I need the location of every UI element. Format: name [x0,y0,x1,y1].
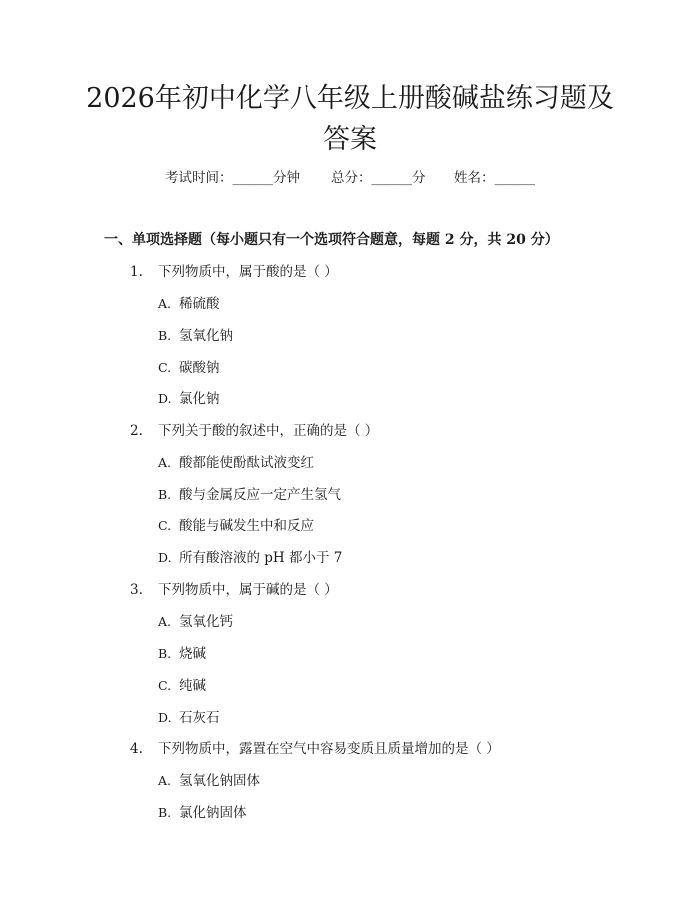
question-item [130,739,500,759]
question-number: 2. [130,423,143,439]
exam-time: 考试时间：______分钟 [165,170,300,186]
section-heading: 一、单项选择题（每小题只有一个选项符合题意，每题 2 分，共 20 分） [104,232,559,248]
option-text: 氯化钠 [179,391,220,407]
option-text: 烧碱 [179,646,206,662]
option-letter: B. [158,805,172,820]
question-item [130,262,338,282]
option-text: 酸能与碱发生中和反应 [179,518,314,534]
question-number: 3. [130,582,143,598]
option-letter: C. [158,360,172,375]
total-score: 总分：______分 [331,170,426,186]
option-letter: A. [158,614,172,629]
student-name: 姓名：______ [454,170,535,186]
question-item [130,421,378,441]
option-item [158,358,220,378]
option-letter: D. [158,550,172,565]
question-number: 4. [130,741,143,757]
option-item [158,294,220,314]
option-letter: D. [158,391,172,406]
option-text: 所有酸溶液的 pH 都小于 7 [179,550,343,566]
option-item [158,803,247,823]
option-letter: D. [158,710,172,725]
title-line-1: 2026年初中化学八年级上册酸碱盐练习题及 [86,83,614,114]
option-letter: B. [158,487,172,502]
question-number: 1. [130,264,143,280]
option-item [158,453,314,473]
option-item [158,612,233,632]
option-item [158,771,260,791]
option-text: 石灰石 [179,710,220,726]
option-text: 氢氧化钠固体 [179,773,260,789]
question-text: 下列物质中，属于碱的是（ ） [158,582,338,598]
option-letter: A. [158,455,172,470]
option-letter: B. [158,646,172,661]
option-item [158,389,220,409]
option-letter: C. [158,518,172,533]
option-item [158,708,220,728]
option-item [158,548,342,568]
option-text: 碳酸钠 [179,360,220,376]
title-line-2: 答案 [323,124,377,155]
option-letter: A. [158,773,172,788]
question-text: 下列关于酸的叙述中，正确的是（ ） [158,423,379,439]
question-text: 下列物质中，露置在空气中容易变质且质量增加的是（ ） [158,741,500,757]
option-text: 酸与金属反应一定产生氢气 [179,487,341,503]
question-text: 下列物质中，属于酸的是（ ） [158,264,338,280]
option-letter: B. [158,328,172,343]
option-item [158,326,233,346]
option-letter: C. [158,678,172,693]
option-text: 氯化钠固体 [179,805,247,821]
option-item [158,644,206,664]
option-item [158,485,341,505]
option-text: 氢氧化钙 [179,614,233,630]
option-text: 纯碱 [179,678,206,694]
question-item [130,580,338,600]
page-title [70,78,630,160]
option-text: 氢氧化钠 [179,328,233,344]
option-text: 酸都能使酚酞试液变红 [179,455,314,471]
option-letter: A. [158,296,172,311]
option-item [158,516,314,536]
option-text: 稀硫酸 [179,296,220,312]
option-item [158,676,206,696]
